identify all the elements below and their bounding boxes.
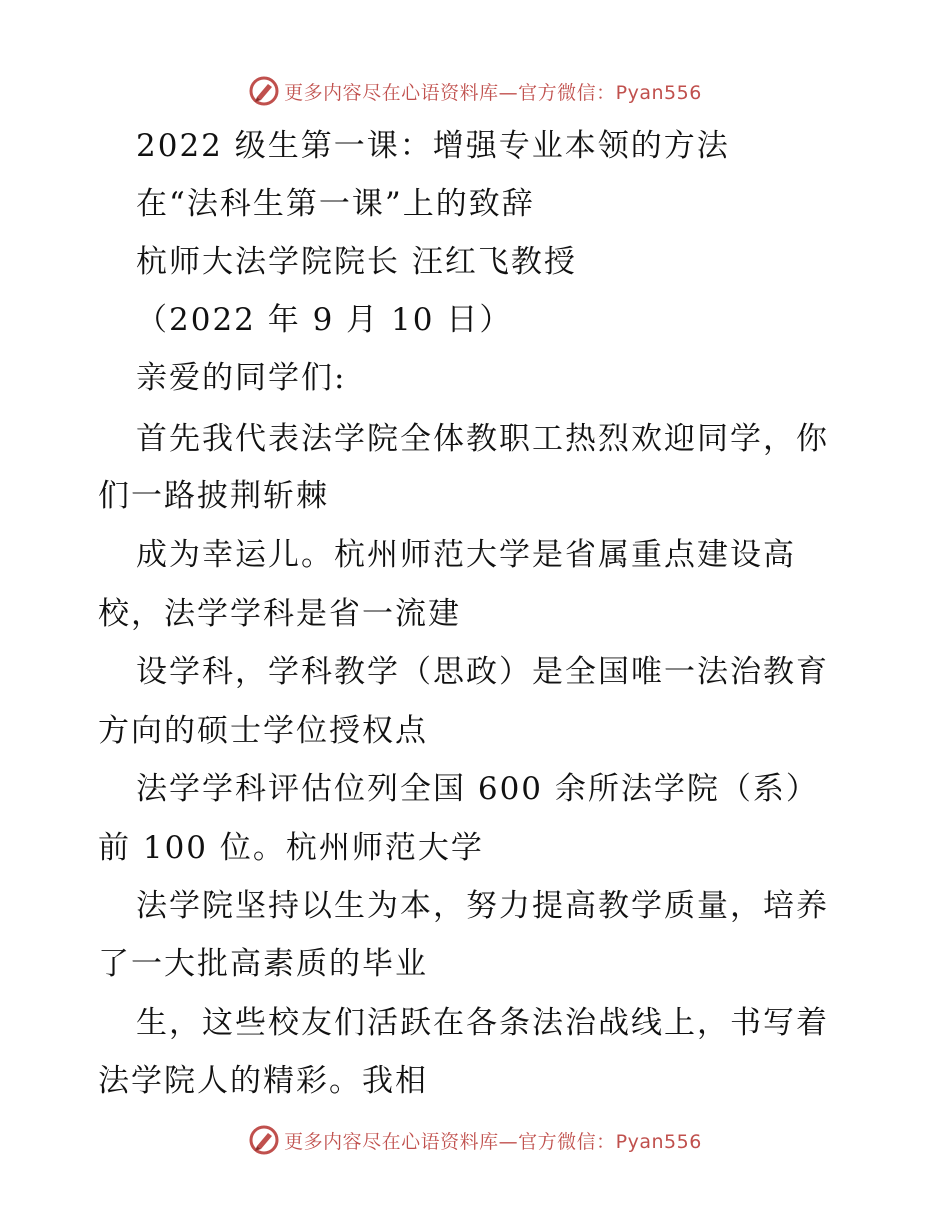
document-author: 杭师大法学院院长 汪红飞教授 [136,244,577,280]
document-salutation: 亲爱的同学们: [136,360,347,396]
paragraph-line: 首先我代表法学院全体教职工热烈欢迎同学，你 [136,421,829,457]
paragraph-line: 成为幸运儿。杭州师范大学是省属重点建设高 [136,537,796,573]
fountain-pen-circle-icon [248,1124,280,1156]
watermark-text: 更多内容尽在心语资料库—官方微信：Pyan556 [284,81,702,104]
paragraph-line: 法学学科评估位列全国 600 余所法学院（系） [136,771,819,807]
document-subtitle: 在“法科生第一课”上的致辞 [136,186,535,222]
paragraph-line: 了一大批高素质的毕业 [98,946,428,982]
paragraph-line: 法学院坚持以生为本，努力提高教学质量，培养 [136,888,829,924]
watermark-banner-bottom [0,1120,950,1160]
paragraph-line: 方向的硕士学位授权点 [98,713,428,749]
paragraph-line: 们一路披荆斩棘 [98,478,329,514]
watermark-text: 更多内容尽在心语资料库—官方微信：Pyan556 [284,1130,702,1153]
paragraph-line: 校，法学学科是省一流建 [98,596,461,632]
paragraph-line: 设学科，学科教学（思政）是全国唯一法治教育 [136,654,829,690]
paragraph-line: 前 100 位。杭州师范大学 [98,830,484,866]
paragraph-line: 法学院人的精彩。我相 [98,1063,428,1099]
paragraph-line: 生，这些校友们活跃在各条法治战线上，书写着 [136,1005,829,1041]
document-date: （2022 年 9 月 10 日） [136,302,513,338]
document-title: 2022 级生第一课：增强专业本领的方法 [136,128,730,164]
